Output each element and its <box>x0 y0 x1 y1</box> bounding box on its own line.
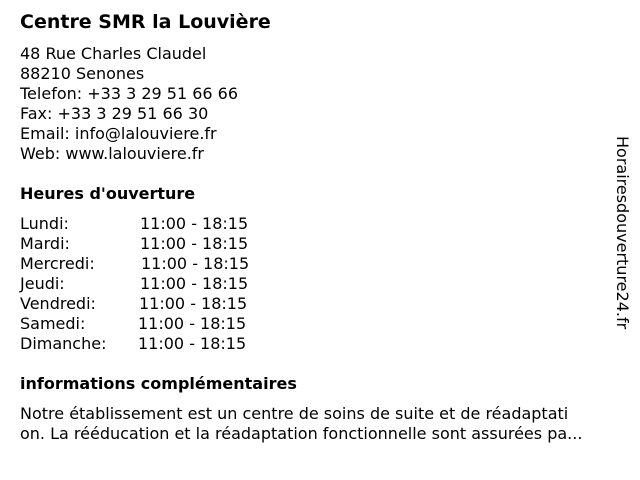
info-text-line: Notre établissement est un centre de soins de suite et de réadaptati <box>20 404 569 423</box>
hours-day: Vendredi: <box>20 294 96 313</box>
hours-day: Mercredi: <box>20 254 95 273</box>
hours-day: Lundi: <box>20 214 69 233</box>
info-text-line: on. La rééducation et la réadaptation fonctionnelle sont assurées pa... <box>20 424 583 443</box>
hours-time: 11:00 - 18:15 <box>140 214 249 233</box>
hours-time: 11:00 - 18:15 <box>140 274 249 293</box>
contact-block <box>20 44 238 164</box>
hours-day: Dimanche: <box>20 334 107 353</box>
fax-text: Fax: +33 3 29 51 66 30 <box>20 104 209 123</box>
hours-day: Samedi: <box>20 314 86 333</box>
hours-time: 11:00 - 18:15 <box>138 314 247 333</box>
address-city: 88210 Senones <box>20 64 145 83</box>
hours-time: 11:00 - 18:15 <box>141 254 250 273</box>
address-street: 48 Rue Charles Claudel <box>20 44 207 63</box>
email-text: Email: info@lalouviere.fr <box>20 124 217 143</box>
hours-day: Mardi: <box>20 234 70 253</box>
web-text: Web: www.lalouviere.fr <box>20 144 204 163</box>
phone-text: Telefon: +33 3 29 51 66 66 <box>20 84 239 103</box>
hours-heading: Heures d'ouverture <box>20 184 196 203</box>
hours-time: 11:00 - 18:15 <box>138 334 247 353</box>
info-heading: informations complémentaires <box>20 374 297 393</box>
site-watermark: Horairesdouverture24.fr <box>613 136 632 330</box>
hours-day: Jeudi: <box>20 274 65 293</box>
info-description <box>20 404 632 444</box>
hours-time: 11:00 - 18:15 <box>139 294 248 313</box>
hours-time: 11:00 - 18:15 <box>140 234 249 253</box>
business-name: Centre SMR la Louvière <box>20 11 271 33</box>
